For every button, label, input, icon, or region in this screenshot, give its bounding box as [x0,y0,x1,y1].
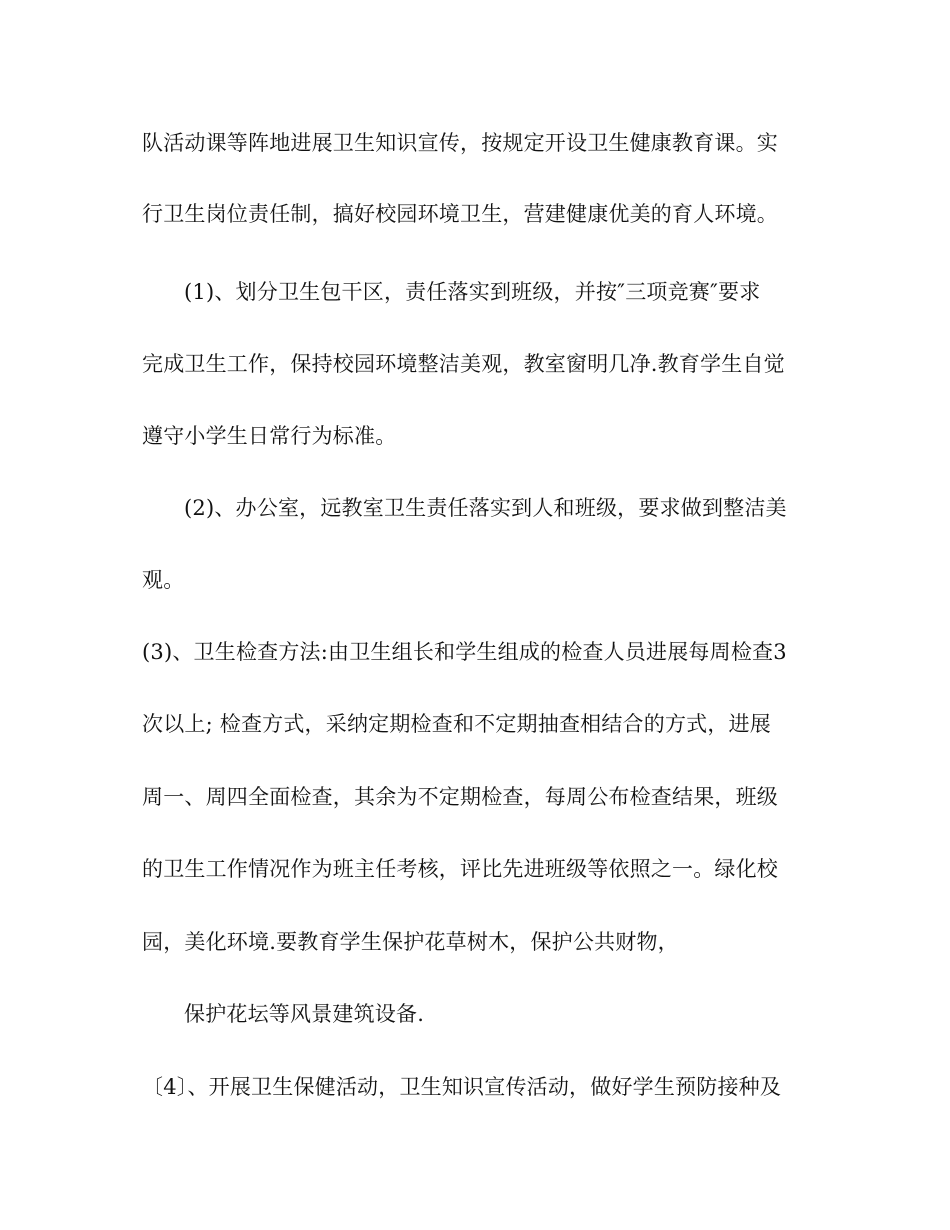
text-line: 周一、周四全面检查，其余为不定期检查，每周公布检查结果，班级 [142,785,778,809]
text-line: 次以上; 检查方式，采纳定期检查和不定期抽查相结合的方式，进展 [142,712,771,736]
text-line: 观。 [142,568,185,592]
text-line: 园，美化环境.要教育学生保护花草树木，保护公共财物， [142,930,679,954]
text-line: 〔4〕、开展卫生保健活动，卫生知识宣传活动，做好学生预防接种及 [142,1075,782,1099]
text-line: 完成卫生工作，保持校园环境整洁美观，教室窗明几净.教育学生自觉 [142,352,785,376]
text-line: 的卫生工作情况作为班主任考核，评比先进班级等依照之一。绿化校 [142,857,778,881]
text-line: 行卫生岗位责任制，搞好校园环境卫生，营建健康优美的育人环境。 [142,202,778,226]
text-line: (3)、卫生检查方法:由卫生组长和学生组成的检查人员进展每周检查3 [142,640,787,664]
text-line: 保护花坛等风景建筑设备. [184,1002,425,1026]
text-line: 遵守小学生日常行为标准。 [142,424,397,448]
text-line: (2)、办公室，远教室卫生责任落实到人和班级，要求做到整洁美 [184,496,787,520]
text-line: 队活动课等阵地进展卫生知识宣传，按规定开设卫生健康教育课。实 [142,131,778,155]
text-line: (1)、划分卫生包干区，责任落实到班级，并按″三项竞赛″要求 [184,280,761,304]
